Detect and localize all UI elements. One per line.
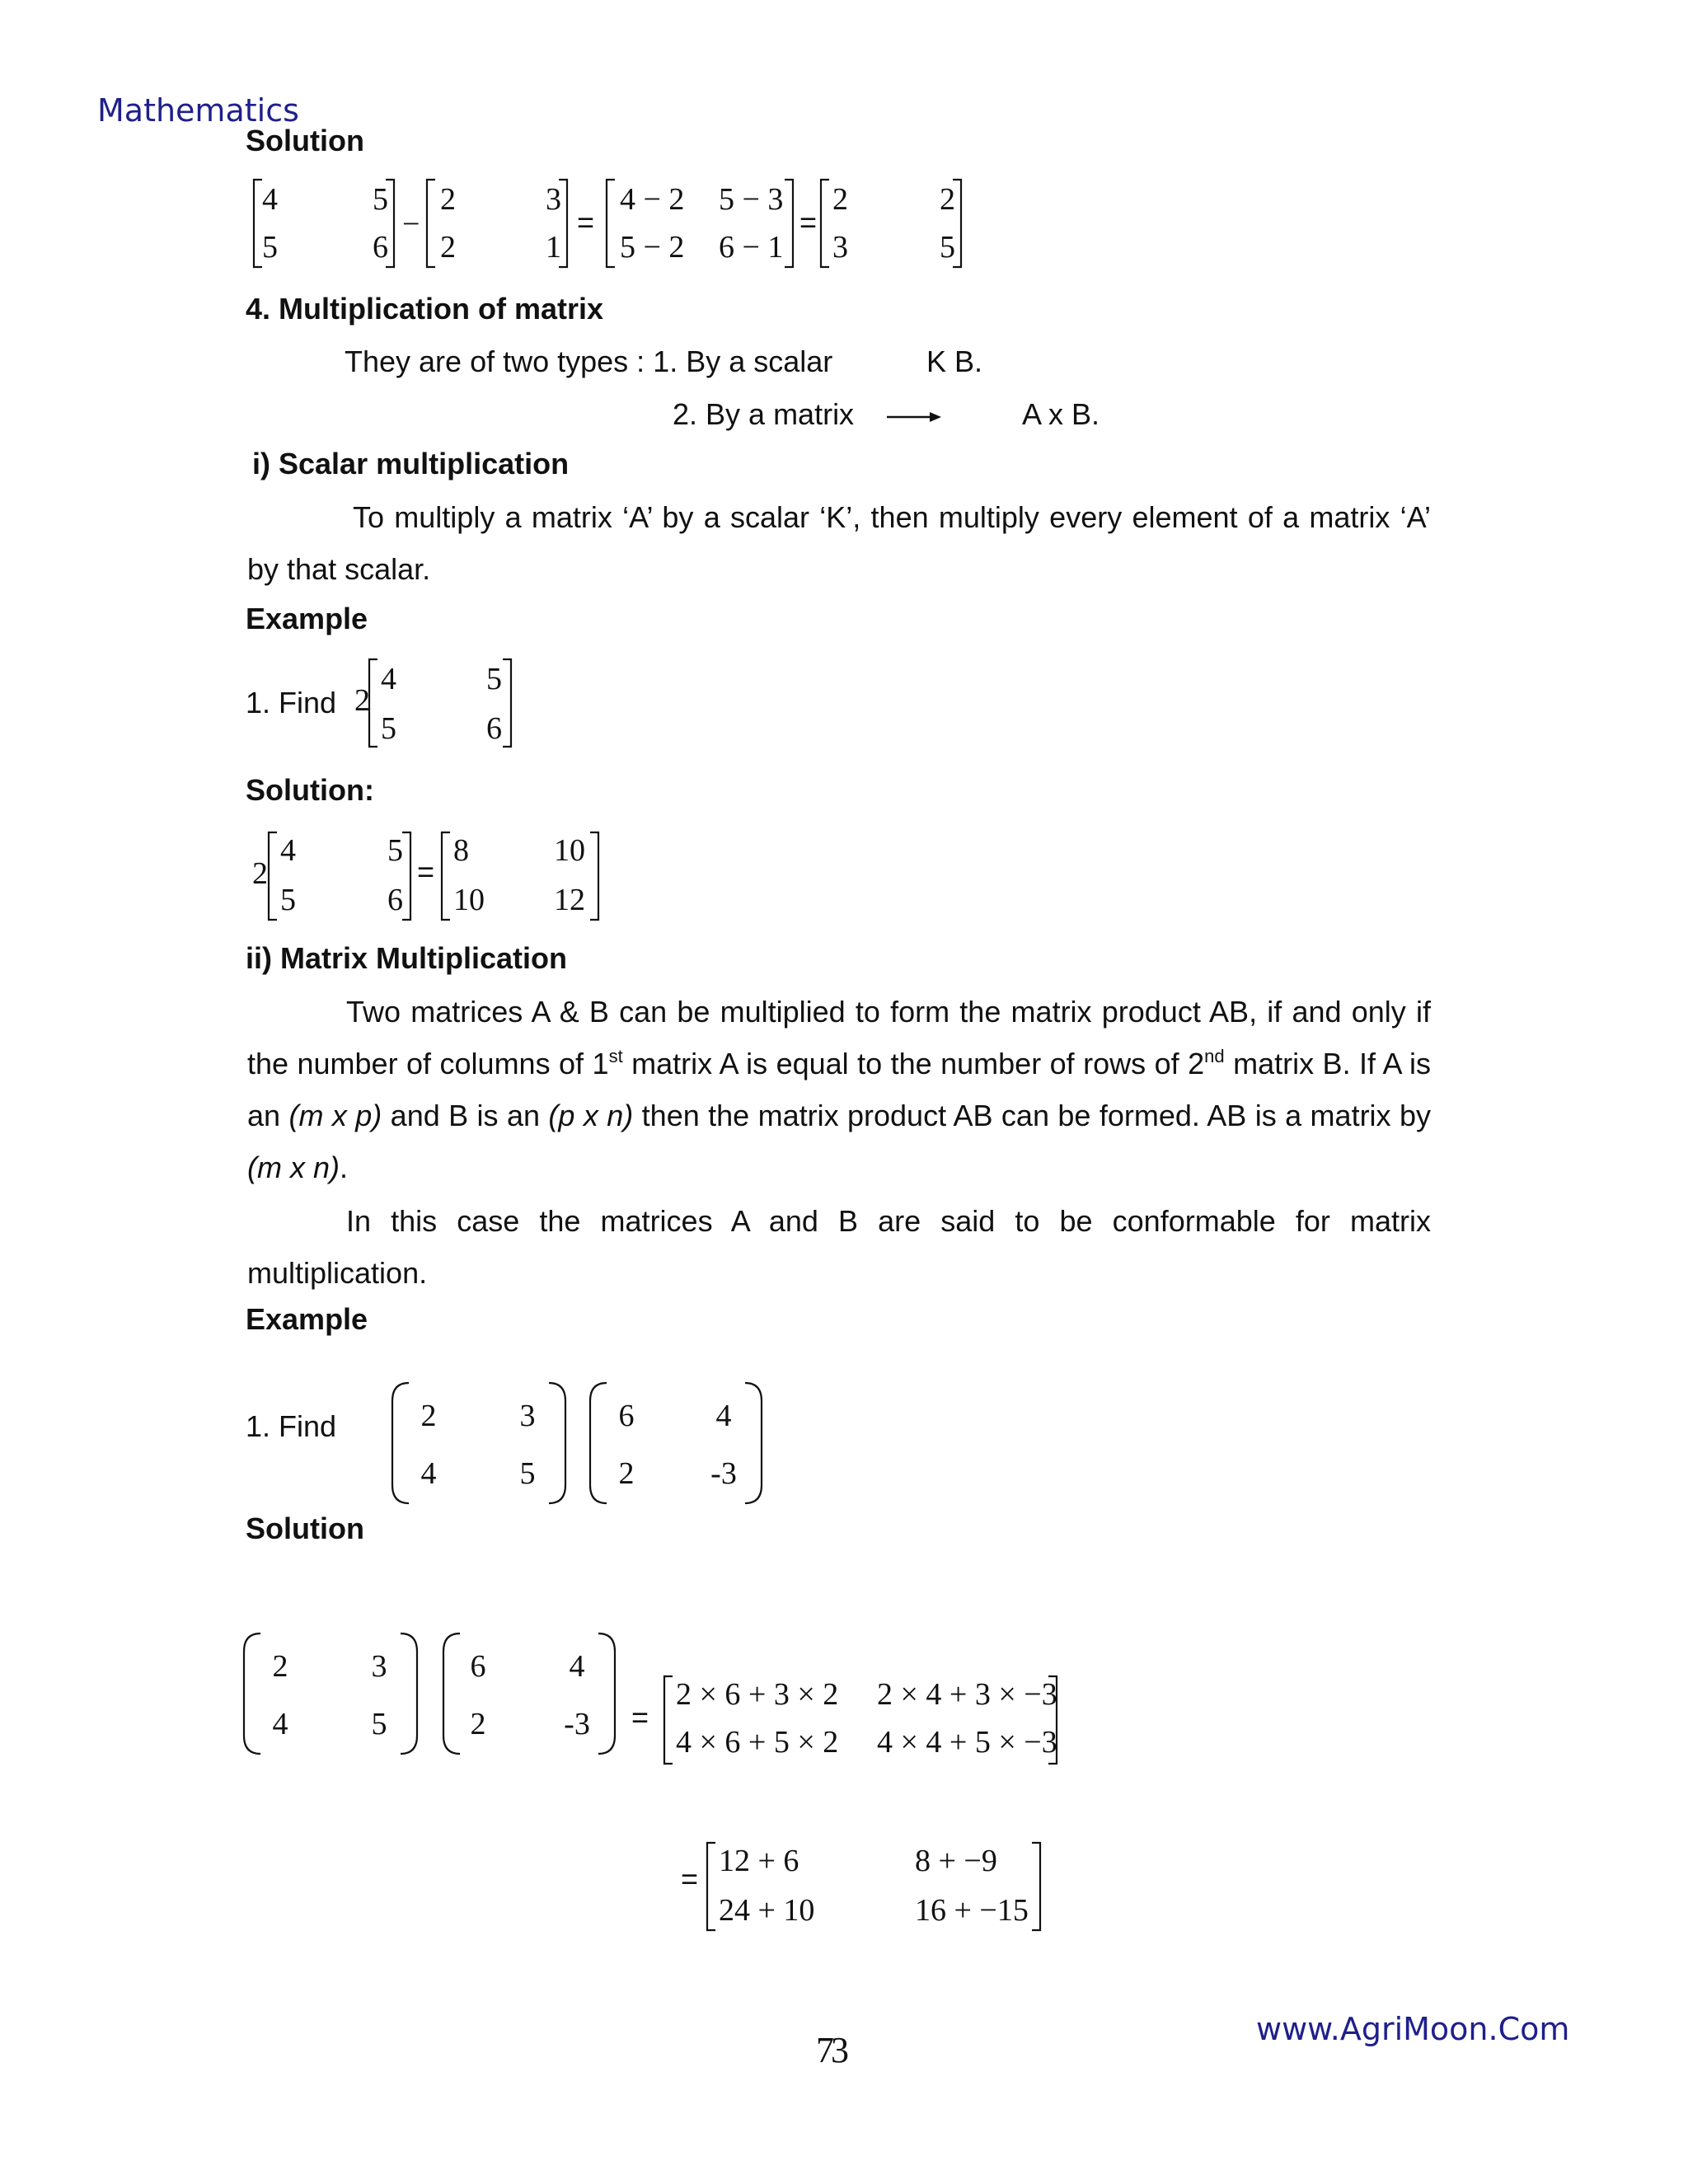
scalar-paragraph: To multiply a matrix ‘A’ by a scalar ‘K’, then multiply every element of a matrix ‘A’ by that scalar.: [247, 500, 1431, 586]
page-number: 73: [816, 2030, 846, 2070]
arrow-head: [930, 412, 941, 422]
sub-matrix-c-right-bracket: [785, 180, 793, 267]
solution-matrix-a-cell: 5: [280, 883, 296, 917]
example2-matrix-a-cell: 5: [519, 1456, 536, 1491]
example2-matrix-a-cell: 2: [420, 1399, 437, 1433]
example2-matrix-b-right-paren: [745, 1383, 762, 1503]
sub-matrix-d-cell: 3: [832, 230, 848, 265]
solution-heading: Solution: [246, 124, 364, 157]
find-label-1: 1. Find: [246, 686, 337, 719]
product-sum-cell: 8 + −9: [915, 1844, 997, 1878]
sub-matrix-c-cell: 4 − 2: [620, 182, 685, 217]
sub-matrix-a-cell: 5: [373, 182, 388, 217]
solution-matrix-result-right-bracket: [590, 832, 598, 920]
sub-matrix-d-left-bracket: [821, 180, 829, 267]
example-matrix-cell: 5: [486, 662, 502, 696]
solution3-matrix-a-left-paren: [244, 1633, 260, 1754]
sub-matrix-b-cell: 3: [546, 182, 561, 217]
solution3-matrix-b-cell: -3: [564, 1707, 590, 1741]
solution-matrix-result-cell: 12: [554, 883, 585, 917]
solution3-matrix-a-cell: 5: [371, 1707, 387, 1741]
example-matrix-cell: 6: [486, 711, 502, 746]
example-matrix-left-bracket: [369, 659, 377, 747]
example2-matrix-a-cell: 3: [519, 1399, 536, 1433]
solution3-matrix-a-cell: 3: [371, 1649, 387, 1684]
conformable-paragraph: In this case the matrices A and B are said to be conformable for matrix multiplication.: [247, 1204, 1431, 1290]
example2-matrix-b-cell: 4: [715, 1399, 732, 1433]
sub-matrix-a-left-bracket: [254, 180, 262, 267]
sub-matrix-c-cell: 5 − 2: [620, 230, 685, 265]
example-matrix-cell: 4: [381, 662, 396, 696]
header-title: Mathematics: [97, 92, 299, 129]
minus-sign: −: [402, 207, 420, 241]
types-line-1-rhs: K B.: [926, 344, 983, 378]
product-sum-cell: 16 + −15: [915, 1893, 1029, 1928]
solution3-matrix-b-right-paren: [598, 1633, 615, 1754]
example-matrix-right-bracket: [503, 659, 511, 747]
footer-website: www.AgriMoon.Com: [1256, 2011, 1570, 2047]
example-matrix-cell: 5: [381, 711, 396, 746]
product-expanded-cell: 4 × 6 + 5 × 2: [676, 1725, 839, 1760]
example2-matrix-a-cell: 4: [420, 1456, 437, 1491]
sub-matrix-c-left-bracket: [607, 180, 615, 267]
product-expanded-left-bracket: [664, 1676, 673, 1764]
example2-matrix-b-cell: -3: [710, 1456, 737, 1491]
sub-matrix-a-cell: 5: [262, 230, 278, 265]
example-heading-1: Example: [246, 602, 368, 635]
solution3-matrix-b-left-paren: [443, 1633, 460, 1754]
matrix-multiplication-heading: ii) Matrix Multiplication: [246, 941, 568, 975]
sub-matrix-b-cell: 2: [440, 230, 456, 265]
scalar-k-1: 2: [354, 683, 370, 718]
example2-matrix-b-cell: 6: [618, 1399, 635, 1433]
scalar-k-2: 2: [252, 856, 268, 891]
example2-matrix-a-right-paren: [549, 1383, 565, 1503]
solution-matrix-a-cell: 6: [387, 883, 403, 917]
solution-matrix-result-left-bracket: [442, 832, 450, 920]
solution3-matrix-a-cell: 2: [272, 1649, 288, 1684]
product-sum-cell: 12 + 6: [719, 1844, 799, 1878]
solution-matrix-result-cell: 8: [453, 833, 469, 868]
multiplication-heading: 4. Multiplication of matrix: [246, 292, 604, 326]
equals-sign-5: =: [681, 1862, 699, 1896]
sub-matrix-b-cell: 2: [440, 182, 456, 217]
sub-matrix-a-cell: 6: [373, 230, 388, 265]
sub-matrix-d-cell: 2: [940, 182, 955, 217]
solution-matrix-result-cell: 10: [554, 833, 585, 868]
solution3-matrix-b-cell: 2: [470, 1707, 486, 1741]
sub-matrix-d-cell: 5: [940, 230, 955, 265]
sub-matrix-b-left-bracket: [427, 180, 435, 267]
matrix-multiplication-paragraph: Two matrices A & B can be multiplied to form the matrix product AB, if and only if the number of columns of 1st matrix A is equal to the number of rows of 2nd matrix B. If A is an (m x p) and B is an (p x n) then the matrix product AB can be formed. AB is a matrix by (m x n).: [247, 995, 1432, 1184]
example2-matrix-b-cell: 2: [618, 1456, 635, 1491]
product-sum-left-bracket: [707, 1843, 715, 1930]
sub-matrix-a-cell: 4: [262, 182, 278, 217]
product-expanded-cell: 2 × 4 + 3 × −3: [877, 1677, 1057, 1712]
solution3-matrix-a-cell: 4: [272, 1707, 288, 1741]
types-line-1: They are of two types : 1. By a scalar: [345, 344, 833, 378]
solution-matrix-a-cell: 5: [387, 833, 403, 868]
solution-matrix-a-cell: 4: [280, 833, 296, 868]
solution3-matrix-b-cell: 6: [470, 1649, 486, 1684]
sub-matrix-d-cell: 2: [832, 182, 848, 217]
product-expanded-cell: 2 × 6 + 3 × 2: [676, 1677, 839, 1712]
product-sum-right-bracket: [1032, 1843, 1040, 1930]
equals-sign-3: =: [417, 855, 435, 888]
types-line-2-rhs: A x B.: [1022, 397, 1100, 431]
scalar-multiplication-heading: i) Scalar multiplication: [252, 447, 570, 480]
sub-matrix-b-cell: 1: [546, 230, 561, 265]
product-sum-cell: 24 + 10: [719, 1893, 815, 1928]
solution3-matrix-b-cell: 4: [569, 1649, 585, 1684]
product-expanded-cell: 4 × 4 + 5 × −3: [877, 1725, 1057, 1760]
equals-sign-4: =: [631, 1700, 649, 1734]
types-line-2: 2. By a matrix: [673, 397, 855, 431]
example2-matrix-a-left-paren: [392, 1383, 409, 1503]
solution-heading-2: Solution:: [246, 773, 374, 807]
solution-heading-3: Solution: [246, 1511, 364, 1545]
solution-matrix-result-cell: 10: [453, 883, 485, 917]
sub-matrix-c-cell: 6 − 1: [719, 230, 784, 265]
example-heading-2: Example: [246, 1302, 368, 1336]
solution-matrix-a-left-bracket: [269, 832, 277, 920]
equals-sign-1: =: [577, 205, 595, 239]
sub-matrix-c-cell: 5 − 3: [719, 182, 784, 217]
solution-matrix-a-right-bracket: [402, 832, 410, 920]
equals-sign-2: =: [799, 205, 818, 239]
example2-matrix-b-left-paren: [590, 1383, 607, 1503]
find-label-2: 1. Find: [246, 1409, 337, 1443]
solution3-matrix-a-right-paren: [401, 1633, 417, 1754]
